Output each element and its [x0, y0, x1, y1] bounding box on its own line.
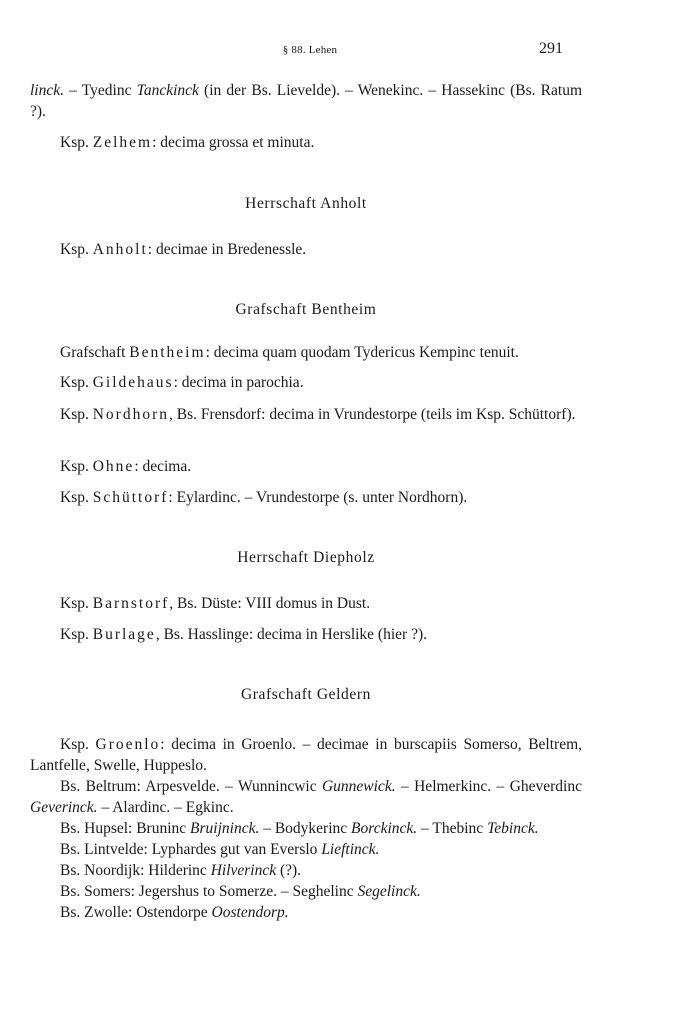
- italic-name: Tanckinck: [136, 82, 199, 99]
- section-heading-anholt: Herrschaft Anholt: [245, 195, 367, 212]
- text-span: Ksp.: [60, 458, 93, 475]
- entry-noordijk: [30, 860, 582, 881]
- text-span: : decimae in Bredenessle.: [147, 241, 307, 258]
- place-name: Bentheim: [129, 344, 206, 361]
- entry-gildehaus: [30, 372, 582, 393]
- text-span: – Tyedinc: [64, 82, 137, 99]
- text-span: Ksp.: [60, 374, 93, 391]
- paragraph-continuation: [30, 80, 582, 122]
- paragraph: [30, 456, 582, 477]
- text-span: : decima in parochia.: [173, 374, 304, 391]
- entry-anholt: [30, 239, 582, 260]
- entry-nordhorn: [30, 404, 582, 425]
- text-span: Ksp.: [60, 595, 93, 612]
- entry-groenlo: [30, 734, 582, 776]
- italic-name: linck.: [30, 82, 64, 99]
- place-name: Groenlo: [95, 736, 161, 753]
- text-span: – Bodykerinc: [259, 820, 352, 837]
- italic-name: Segelinck.: [357, 883, 421, 900]
- entry-hupsel: [30, 818, 582, 839]
- text-span: Bs. Noordijk: Hilderinc: [60, 862, 211, 879]
- place-name: Ohne: [92, 458, 135, 475]
- entry-lintvelde: [30, 839, 582, 860]
- text-span: – Alardinc. – Egkinc.: [97, 799, 234, 816]
- entry-zwolle: [30, 902, 582, 923]
- italic-name: Geverinck.: [30, 799, 98, 816]
- text-span: Grafschaft: [60, 344, 130, 361]
- entry-schuettorf: [30, 487, 582, 508]
- place-name: Burlage: [92, 626, 156, 643]
- text-span: Ksp.: [60, 134, 93, 151]
- italic-name: Borckinck.: [351, 820, 418, 837]
- place-name: Nordhorn: [92, 406, 170, 423]
- text-span: Bs. Hupsel: Bruninc: [60, 820, 191, 837]
- text-span: Ksp.: [60, 406, 93, 423]
- text-span: : decima in Groenlo. – decimae in burscapiis Somerso, Beltrem, Lantfelle, Swelle, Huppeslo.: [30, 736, 583, 774]
- entry-somers: [30, 881, 582, 902]
- section-heading-geldern: Grafschaft Geldern: [240, 686, 371, 703]
- entry-zelhem: [30, 132, 582, 153]
- text-span: , Bs. Hasslinge: decima in Herslike (hier ?).: [155, 626, 427, 643]
- text-span: Bs. Somers: Jegershus to Somerze. – Seghelinc: [60, 883, 358, 900]
- paragraph: [30, 239, 582, 260]
- place-name: Barnstorf: [92, 595, 170, 612]
- place-name: Gildehaus: [92, 374, 174, 391]
- text-span: Ksp.: [60, 736, 96, 753]
- section-heading-bentheim: Grafschaft Bentheim: [235, 301, 377, 318]
- running-head: § 88. Lehen: [282, 44, 338, 56]
- text-span: Ksp.: [60, 626, 93, 643]
- text-span: – Helmerkinc. – Gheverdinc: [395, 778, 582, 795]
- section-heading-diepholz: Herrschaft Diepholz: [237, 549, 375, 566]
- entry-barnstorf: [30, 593, 582, 614]
- text-span: , Bs. Frensdorf: decima in Vrundestorpe (teils im Ksp. Schüttorf).: [169, 406, 576, 423]
- page-number: 291: [539, 40, 563, 57]
- italic-name: Lieftinck.: [321, 841, 380, 858]
- paragraph: [30, 132, 582, 153]
- text-span: Bs. Beltrum: Arpesvelde. – Wunnincwic: [60, 778, 322, 795]
- entry-bentheim: [30, 342, 582, 363]
- italic-name: Hilverinck: [210, 862, 277, 879]
- text-span: Ksp.: [60, 241, 93, 258]
- place-name: Schüttorf: [92, 489, 169, 506]
- text-span: (?).: [276, 862, 302, 879]
- text-span: – Thebinc: [417, 820, 488, 837]
- text-span: Bs. Lintvelde: Lyphardes gut van Everslo: [60, 841, 322, 858]
- paragraph: [30, 624, 582, 645]
- place-name: Anholt: [92, 241, 148, 258]
- paragraph: [30, 593, 582, 614]
- entry-ohne: [30, 456, 582, 477]
- text-span: Ksp.: [60, 489, 93, 506]
- paragraph: [30, 342, 582, 363]
- entry-beltrum: [30, 776, 582, 818]
- place-name: Zelhem: [92, 134, 153, 151]
- paragraph: [30, 404, 582, 425]
- text-span: : Eylardinc. – Vrundestorpe (s. unter Nordhorn).: [168, 489, 468, 506]
- text-span: Bs. Zwolle: Ostendorpe: [60, 904, 212, 921]
- text-block-intro: [30, 80, 582, 122]
- text-span: : decima quam quodam Tydericus Kempinc tenuit.: [205, 344, 519, 361]
- text-span: (in der Bs. Lievelde). – Wenekinc. – Hassekinc (Bs. Ratum ?).: [30, 82, 583, 120]
- entries-geldern: [30, 734, 582, 923]
- italic-name: Bruijninck.: [190, 820, 260, 837]
- text-span: : decima.: [134, 458, 192, 475]
- italic-name: Gunnewick.: [321, 778, 396, 795]
- text-span: : decima grossa et minuta.: [152, 134, 315, 151]
- italic-name: Oostendorp.: [211, 904, 289, 921]
- text-span: , Bs. Düste: VIII domus in Dust.: [169, 595, 371, 612]
- entry-burlage: [30, 624, 582, 645]
- paragraph: [30, 487, 582, 508]
- paragraph: [30, 372, 582, 393]
- italic-name: Tebinck.: [487, 820, 539, 837]
